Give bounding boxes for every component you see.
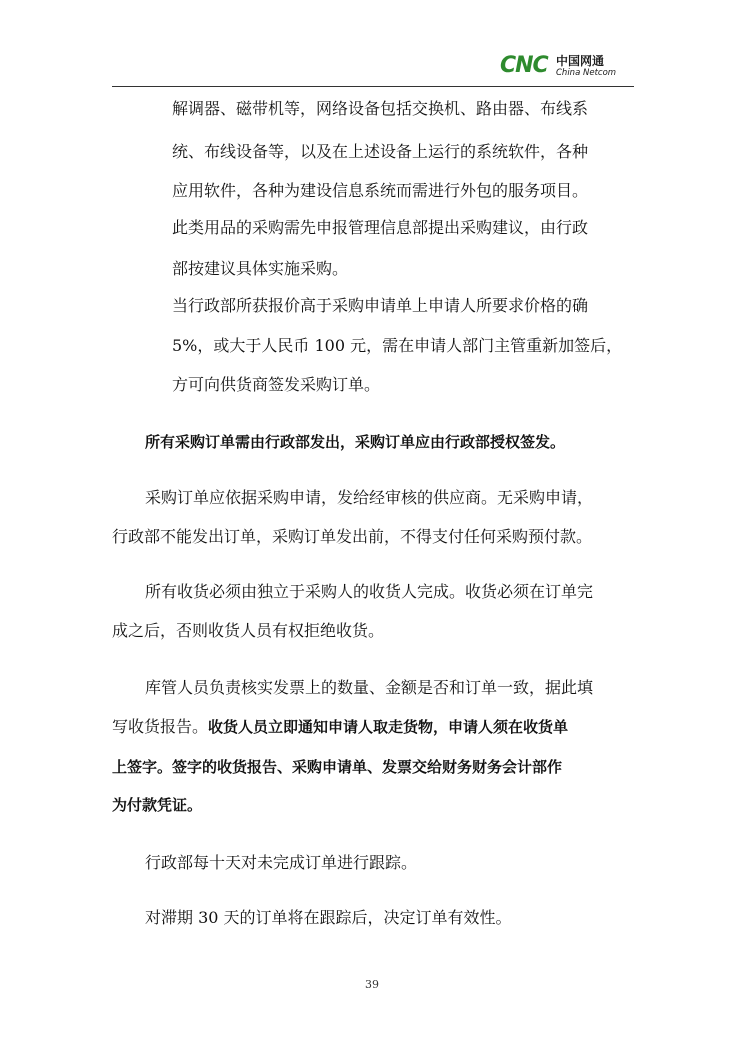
warehouse-line-2-bold: 收货人员立即通知申请人取走货物，申请人须在收货单 — [208, 718, 569, 736]
paragraph-receiving-line-1: 所有收货必须由独立于采购人的收货人完成。收货必须在订单完 — [145, 582, 594, 601]
paragraph-supplier-line-1: 采购订单应依据采购申请，发给经审核的供应商。无采购申请， — [145, 488, 594, 507]
header-divider — [112, 86, 634, 87]
paragraph-order-issuance: 所有采购订单需由行政部发出，采购订单应由行政部授权签发。 — [145, 433, 566, 451]
paragraph-warehouse-line-2 — [112, 716, 568, 738]
list-line-2: 统、布线设备等，以及在上述设备上运行的系统软件，各种 — [172, 142, 589, 161]
list-line-5: 部按建议具体实施采购。 — [172, 259, 349, 278]
list-line-4: 此类用品的采购需先申报管理信息部提出采购建议，由行政 — [172, 218, 589, 237]
paragraph-warehouse-line-3: 上签字。签字的收货报告、采购申请单、发票交给财务财务会计部作 — [112, 758, 563, 776]
cnc-logo — [500, 54, 632, 80]
logo-chinese-name: 中国网通 — [556, 54, 605, 68]
list-line-7: 5%，或大于人民币 100 元，需在申请人部门主管重新加签后， — [172, 336, 623, 355]
logo-mark: CNC — [500, 53, 548, 78]
paragraph-tracking: 行政部每十天对未完成订单进行跟踪。 — [145, 853, 418, 872]
list-line-6: 当行政部所获报价高于采购申请单上申请人所要求价格的确 — [172, 296, 589, 315]
paragraph-supplier-line-2: 行政部不能发出订单，采购订单发出前，不得支付任何采购预付款。 — [112, 527, 593, 546]
list-line-8: 方可向供货商签发采购订单。 — [172, 375, 381, 394]
paragraph-receiving-line-2: 成之后，否则收货人员有权拒绝收货。 — [112, 621, 385, 640]
paragraph-overdue: 对滞期 30 天的订单将在跟踪后，决定订单有效性。 — [145, 908, 512, 927]
list-line-1: 解调器、磁带机等，网络设备包括交换机、路由器、布线系 — [172, 99, 589, 118]
paragraph-warehouse-line-1: 库管人员负责核实发票上的数量、金额是否和订单一致，据此填 — [145, 678, 594, 697]
page-number: 39 — [365, 978, 379, 991]
list-line-3: 应用软件，各种为建设信息系统而需进行外包的服务项目。 — [172, 181, 589, 200]
warehouse-line-2-normal: 写收货报告。 — [112, 717, 209, 736]
logo-english-name: China Netcom — [556, 68, 617, 78]
paragraph-warehouse-line-4: 为付款凭证。 — [112, 796, 203, 814]
